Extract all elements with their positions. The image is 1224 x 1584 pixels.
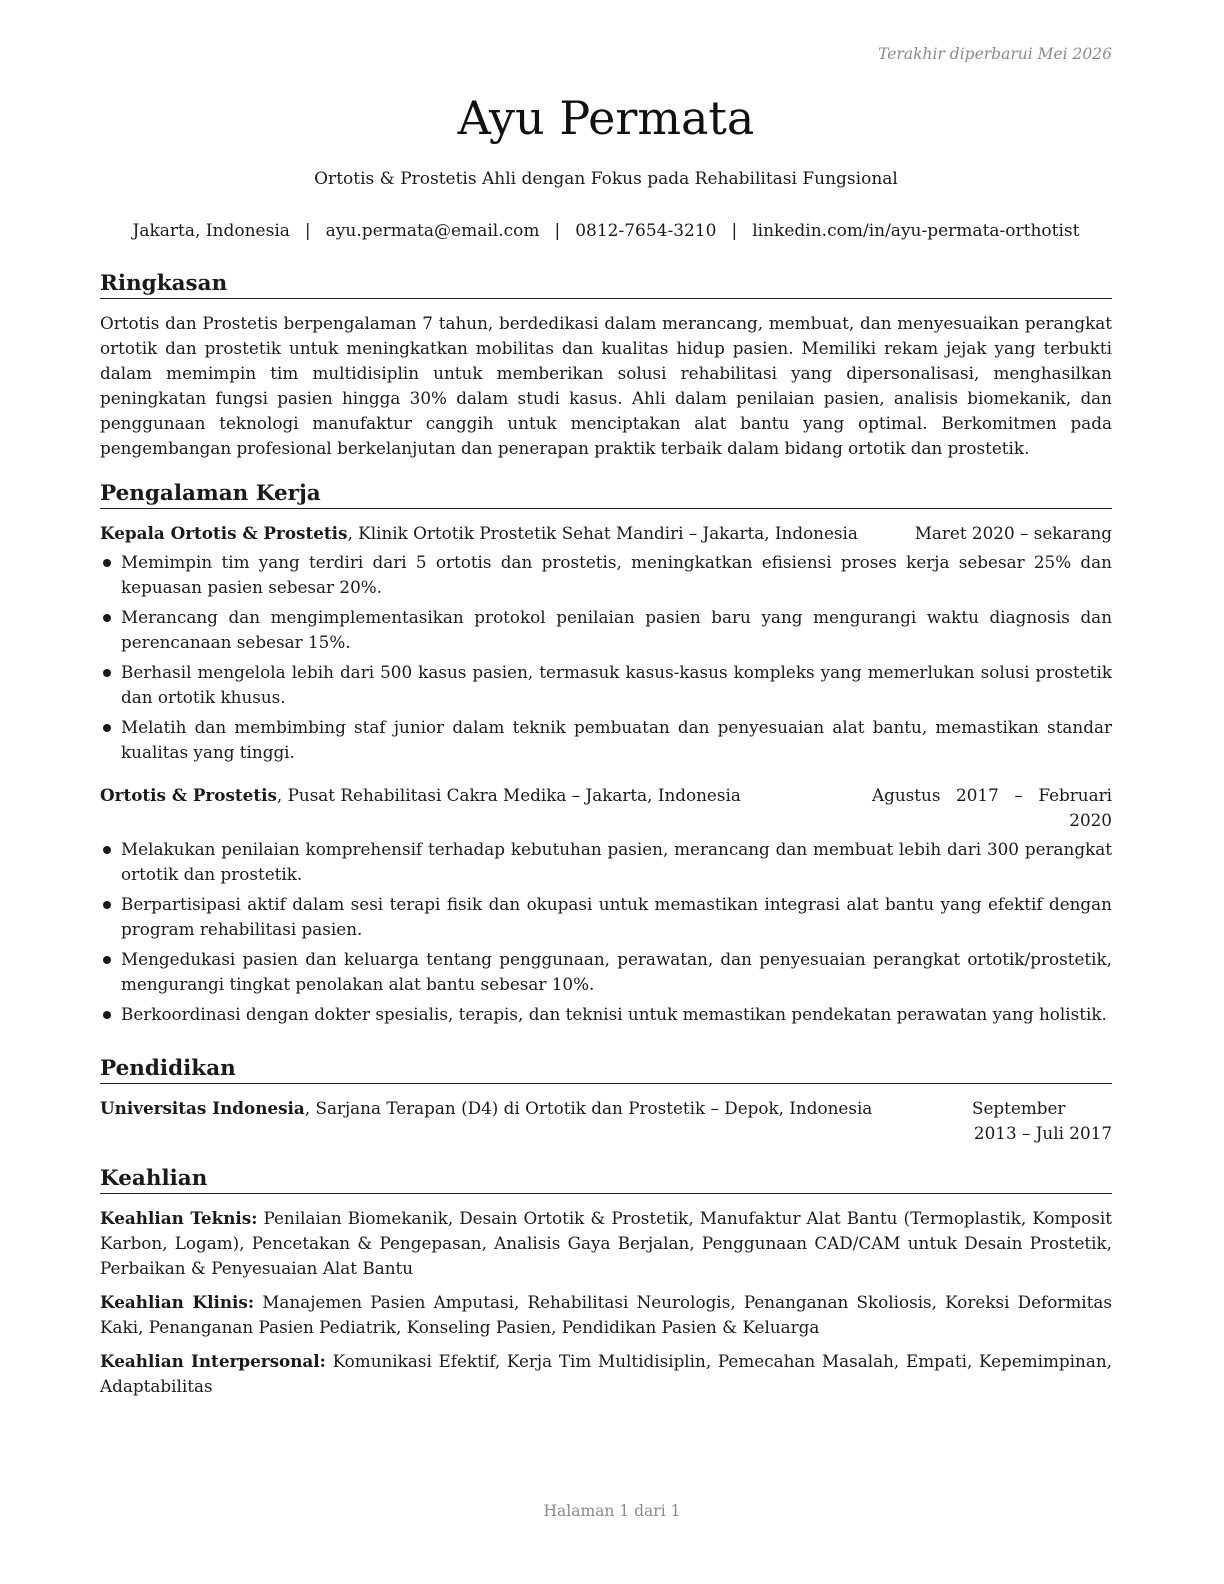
job-title-line (100, 521, 915, 546)
job-role: Ortotis & Prostetis (100, 785, 277, 805)
section-title-summary: Ringkasan (100, 270, 1112, 299)
experience-section (100, 480, 1112, 1032)
skill-group-technical (100, 1206, 1112, 1281)
last-updated-note: Terakhir diperbarui Mei 2026 (878, 45, 1112, 63)
skill-group-label: Keahlian Interpersonal: (100, 1351, 326, 1371)
education-entry (100, 1096, 1112, 1146)
summary-text: Ortotis dan Prostetis berpengalaman 7 tahun, berdedikasi dalam merancang, membuat, dan menyesuaikan perangkat ortotik dan prostetik untuk meningkatkan mobilitas dan kualitas hidup pasien. Memiliki rekam jejak yang terbukti dalam memimpin tim multidisiplin untuk memberikan solusi rehabilitasi yang dipersonalisasi, menghasilkan peningkatan fungsi pasien hingga 30% dalam studi kasus. Ahli dalam penilaian pasien, analisis biomekanik, dan penggunaan teknologi manufaktur canggih untuk menciptakan alat bantu yang optimal. Berkomitmen pada pengembangan profesional berkelanjutan dan penerapan praktik terbaik dalam bidang ortotik dan prostetik. (100, 313, 1112, 458)
contact-location: Jakarta, Indonesia (132, 221, 290, 241)
job-organization: , Pusat Rehabilitasi Cakra Medika – Jakarta, Indonesia (276, 785, 741, 805)
candidate-name: Ayu Permata (457, 91, 755, 145)
job-bullets (100, 550, 1112, 765)
education-section (100, 1055, 1112, 1146)
job-organization: , Klinik Ortotik Prostetik Sehat Mandiri – Jakarta, Indonesia (347, 523, 858, 543)
section-title-skills: Keahlian (100, 1165, 1112, 1194)
contact-line (100, 220, 1112, 242)
contact-phone: 0812-7654-3210 (575, 221, 717, 241)
skill-group-label: Keahlian Teknis: (100, 1208, 258, 1228)
skill-group-label: Keahlian Klinis: (100, 1292, 255, 1312)
contact-separator: | (731, 221, 738, 241)
job-header (100, 783, 1112, 833)
education-line (100, 1096, 972, 1121)
education-dates: September 2013 – Juli 2017 (972, 1098, 1112, 1143)
skill-group-clinical (100, 1290, 1112, 1340)
skill-group-items: Manajemen Pasien Amputasi, Rehabilitasi Neurologis, Penanganan Skoliosis, Koreksi Deformitas Kaki, Penanganan Pasien Pediatrik, Konseling Pasien, Pendidikan Pasien & Keluarga (100, 1292, 1113, 1337)
list-item: Melatih dan membimbing staf junior dalam teknik pembuatan dan penyesuaian alat bantu, memastikan standar kualitas yang tinggi. (100, 715, 1112, 765)
list-item: Merancang dan mengimplementasikan protokol penilaian pasien baru yang mengurangi waktu diagnosis dan perencanaan sebesar 15%. (100, 605, 1112, 655)
list-item: Berkoordinasi dengan dokter spesialis, terapis, dan teknisi untuk memastikan pendekatan perawatan yang holistik. (100, 1002, 1112, 1027)
skill-group-items: Komunikasi Efektif, Kerja Tim Multidisiplin, Pemecahan Masalah, Empati, Kepemimpinan, Adaptabilitas (100, 1351, 1112, 1396)
skills-section (100, 1165, 1112, 1408)
list-item: Memimpin tim yang terdiri dari 5 ortotis dan prostetis, meningkatkan efisiensi proses kerja sebesar 25% dan kepuasan pasien sebesar 20%. (100, 550, 1112, 600)
job-entry (100, 521, 1112, 765)
contact-separator: | (554, 221, 561, 241)
list-item: Mengedukasi pasien dan keluarga tentang penggunaan, perawatan, dan penyesuaian perangkat ortotik/prostetik, mengurangi tingkat penolakan alat bantu sebesar 10%. (100, 947, 1112, 997)
page-number-footer: Halaman 1 dari 1 (543, 1502, 681, 1520)
contact-linkedin[interactable]: linkedin.com/in/ayu-permata-orthotist (752, 221, 1080, 241)
job-header (100, 521, 1112, 546)
education-degree: , Sarjana Terapan (D4) di Ortotik dan Prostetik – Depok, Indonesia (304, 1098, 873, 1118)
job-dates: Agustus 2017 – Februari 2020 (872, 785, 1112, 830)
education-school: Universitas Indonesia (100, 1098, 305, 1118)
job-entry (100, 783, 1112, 1027)
skill-group-items: Penilaian Biomekanik, Desain Ortotik & Prostetik, Manufaktur Alat Bantu (Termoplastik, Komposit Karbon, Logam), Pencetakan & Pengepasan, Analisis Gaya Berjalan, Penggunaan CAD/CAM untuk Desain Prostetik, Perbaikan & Penyesuaian Alat Bantu (100, 1208, 1112, 1278)
list-item: Melakukan penilaian komprehensif terhadap kebutuhan pasien, merancang dan membuat lebih dari 300 perangkat ortotik dan prostetik. (100, 837, 1112, 887)
professional-headline: Ortotis & Prostetis Ahli dengan Fokus pada Rehabilitasi Fungsional (314, 169, 898, 189)
job-bullets (100, 837, 1112, 1027)
contact-separator: | (304, 221, 311, 241)
job-title-line (100, 783, 872, 808)
section-title-education: Pendidikan (100, 1055, 1112, 1084)
contact-email[interactable]: ayu.permata@email.com (325, 221, 540, 241)
skills-list (100, 1206, 1112, 1399)
summary-section (100, 270, 1112, 461)
skill-group-interpersonal (100, 1349, 1112, 1399)
job-dates: Maret 2020 – sekarang (914, 523, 1112, 543)
section-title-experience: Pengalaman Kerja (100, 480, 1112, 509)
list-item: Berhasil mengelola lebih dari 500 kasus pasien, termasuk kasus-kasus kompleks yang memerlukan solusi prostetik dan ortotik khusus. (100, 660, 1112, 710)
list-item: Berpartisipasi aktif dalam sesi terapi fisik dan okupasi untuk memastikan integrasi alat bantu yang efektif dengan program rehabilitasi pasien. (100, 892, 1112, 942)
job-role: Kepala Ortotis & Prostetis (100, 523, 348, 543)
